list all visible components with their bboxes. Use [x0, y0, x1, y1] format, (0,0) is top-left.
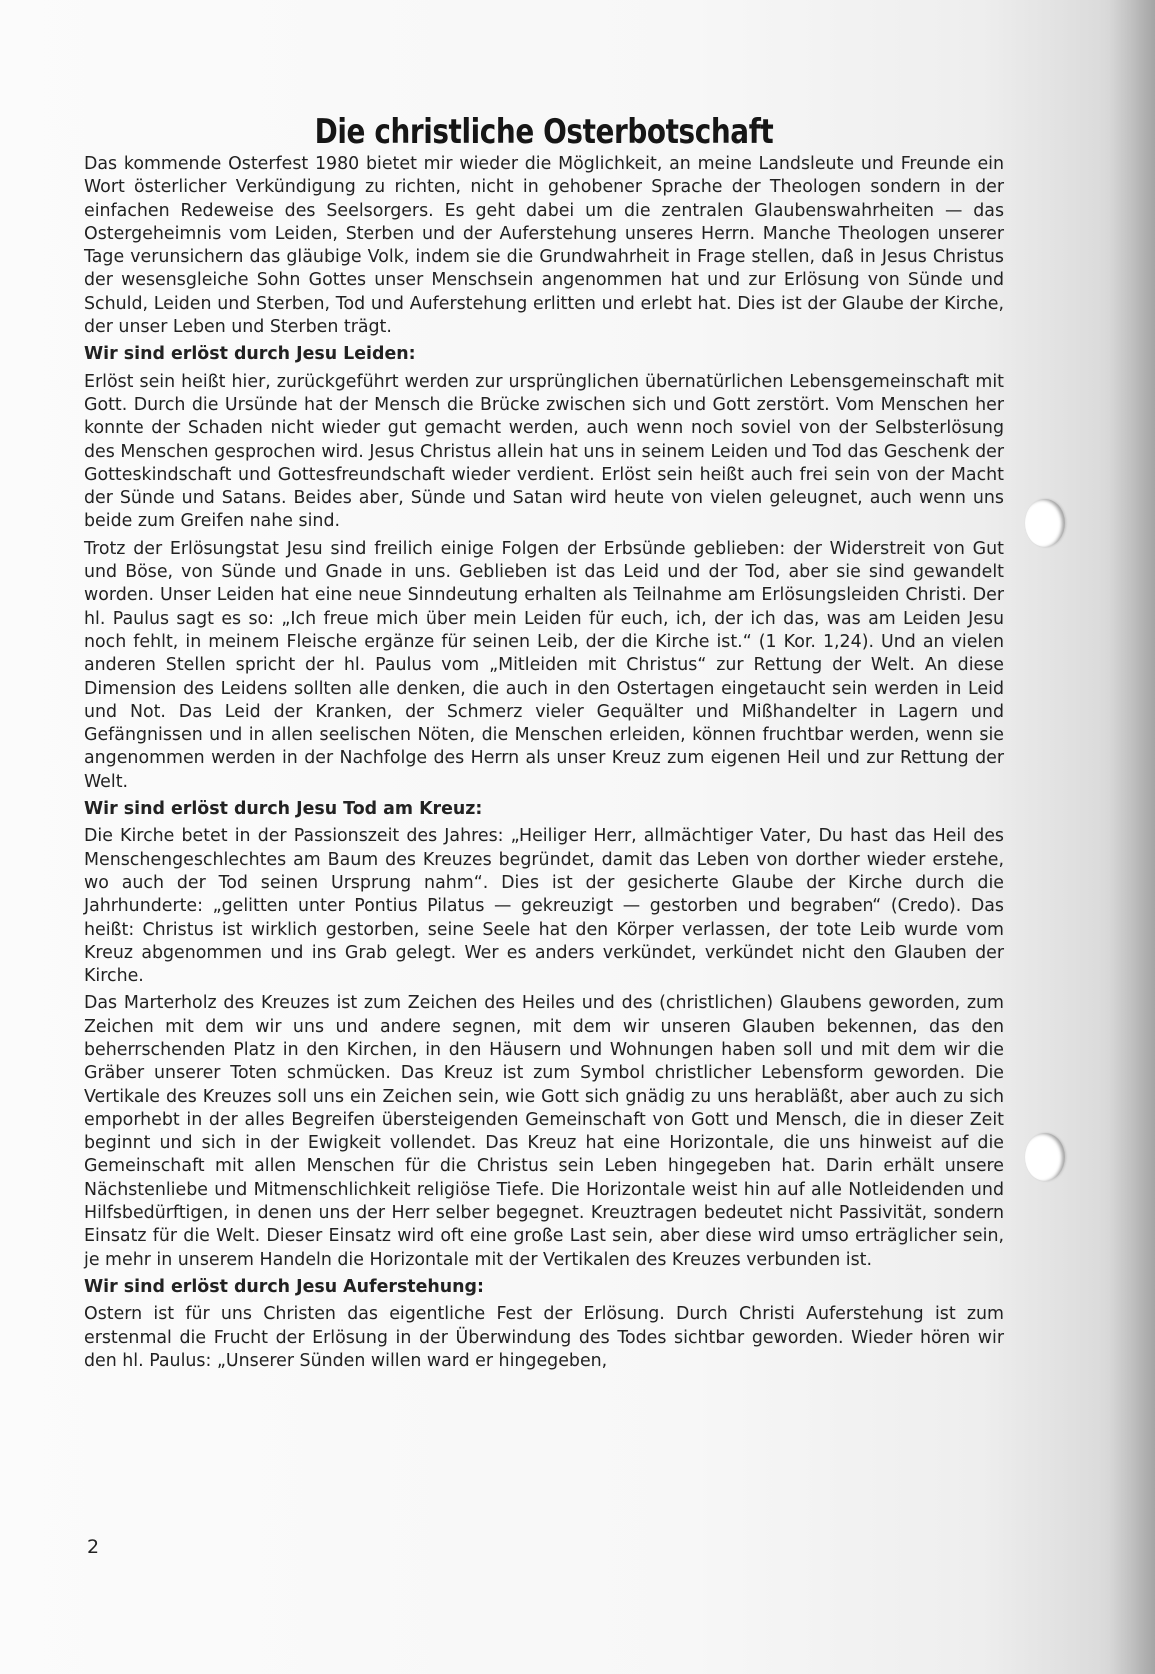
punch-hole-top — [1025, 499, 1065, 547]
intro-paragraph: Das kommende Osterfest 1980 bietet mir wieder die Möglichkeit, an meine Landsleute und Freunde ein Wort österlicher Verkündigung zu richten, nicht in gehobener Sprache der Theologen sondern in der einfachen Redeweise des Seelsorgers. Es geht dabei um die zentralen Glaubenswahrheiten — das Ostergeheimnis vom Leiden, Sterben und der Auferstehung unseres Herrn. Manche Theologen unserer Tage verunsichern das gläubige Volk, indem sie die Grundwahrheit in Frage stellen, daß in Jesus Christus der wesensgleiche Sohn Gottes unser Menschsein angenommen hat und zur Erlösung von Sünde und Schuld, Leiden und Sterben, Tod und Auferstehung erlitten und erlebt hat. Dies ist der Glaube der Kirche, der unser Leben und Sterben trägt. — [84, 154, 1004, 338]
page-number: 2 — [87, 1536, 100, 1558]
paragraph-leiden-2: Trotz der Erlösungstat Jesu sind freilich einige Folgen der Erbsünde geblieben: der Widerstreit von Gut und Böse, von Sünde und Gnade in uns. Geblieben ist das Leid und der Tod, aber sie sind gewandelt worden. Unser Leiden hat eine neue Sinndeutung erhalten als Teilnahme am Erlösungsleiden Christi. Der hl. Paulus sagt es so: „Ich freue mich über mein Leiden für euch, ich, der ich das, was am Leiden Jesu noch fehlt, in meinem Fleische ergänze für seinen Leib, der die Kirche ist.“ (1 Kor. 1,24). Und an vielen anderen Stellen spricht der hl. Paulus vom „Mitleiden mit Christus“ zur Rettung der Welt. An diese Dimension des Leidens sollten alle denken, die auch in den Ostertagen eingetaucht sein werden in Leid und Not. Das Leid der Kranken, der Schmerz vieler Gequälter und Mißhandelter in Lagern und Gefängnissen und in allen seelischen Nöten, die Menschen erleiden, können fruchtbar werden, wenn sie angenommen werden in der Nachfolge des Herrn als unser Kreuz zum eigenen Heil und zur Rettung der Welt. — [84, 538, 1004, 792]
page-title: Die christliche Osterbotschaft — [314, 112, 774, 152]
section-heading-leiden: Wir sind erlöst durch Jesu Leiden: — [84, 344, 416, 365]
paragraph-kreuz-1: Die Kirche betet in der Passionszeit des Jahres: „Heiliger Herr, allmächtiger Vater, Du hast das Heil des Menschengeschlechtes am Baum des Kreuzes begründet, damit das Leben von dorther wieder erstehe, wo auch der Tod seinen Ursprung nahm“. Dies ist der gesicherte Glaube der Kirche durch die Jahrhunderte: „gelitten unter Pontius Pilatus — gekreuzigt — gestorben und begraben“ (Credo). Das heißt: Christus ist wirklich gestorben, seine Seele hat den Körper verlassen, der tote Leib wurde vom Kreuz abgenommen und ins Grab gelegt. Wer es anders verkündet, verkündet nicht den Glauben der Kirche. — [84, 826, 1004, 987]
page-edge-shadow — [1109, 0, 1155, 1674]
paragraph-auferstehung-1: Ostern ist für uns Christen das eigentliche Fest der Erlösung. Durch Christi Auferstehung ist zum erstenmal die Frucht der Erlösung in der Überwindung des Todes sichtbar geworden. Wieder hören wir den hl. Paulus: „Unserer Sünden willen ward er hingegeben, — [84, 1304, 1004, 1371]
article-body — [84, 110, 1004, 1377]
paragraph-leiden-1: Erlöst sein heißt hier, zurückgeführt werden zur ursprünglichen übernatürlichen Lebensgemeinschaft mit Gott. Durch die Ursünde hat der Mensch die Brücke zwischen sich und Gott zerstört. Vom Menschen her konnte der Schaden nicht wieder gut gemacht werden, auch wenn noch soviel von der Selbsterlösung des Menschen gesprochen wird. Jesus Christus allein hat uns in seinem Leiden und Tod das Geschenk der Gotteskindschaft und Gottesfreundschaft wieder verdient. Erlöst sein heißt auch frei sein von der Macht der Sünde und Satans. Beides aber, Sünde und Satan wird heute von vielen geleugnet, auch wenn uns beide zum Greifen nahe sind. — [84, 371, 1004, 532]
paragraph-kreuz-2: Das Marterholz des Kreuzes ist zum Zeichen des Heiles und des (christlichen) Glaubens geworden, zum Zeichen mit dem wir uns und andere segnen, mit dem wir unseren Glauben bekennen, das den beherrschenden Platz in den Kirchen, in den Häusern und Wohnungen haben soll und mit dem wir die Gräber unserer Toten schmücken. Das Kreuz ist zum Symbol christlicher Lebensform geworden. Die Vertikale des Kreuzes soll uns ein Zeichen sein, wie Gott sich gnädig zu uns herabläßt, aber auch zu sich emporhebt in der alles Begreifen übersteigenden Gemeinschaft von Gott und Mensch, die in dieser Zeit beginnt und sich in der Ewigkeit vollendet. Das Kreuz hat eine Horizontale, die uns hinweist auf die Gemeinschaft mit allen Menschen für die Christus sein Leben hingegeben hat. Darin erhält unsere Nächstenliebe und Mitmenschlichkeit religiöse Tiefe. Die Horizontale weist hin auf alle Notleidenden und Hilfsbedürftigen, in denen uns der Herr selber begegnet. Kreuztragen bedeutet nicht Passivität, sondern Einsatz für die Welt. Dieser Einsatz wird oft eine große Last sein, aber diese wird umso erträglicher sein, je mehr in unserem Handeln die Horizontale mit der Vertikalen des Kreuzes verbunden ist. — [84, 993, 1004, 1270]
punch-hole-bottom — [1025, 1133, 1065, 1181]
section-heading-auferstehung: Wir sind erlöst durch Jesu Auferstehung: — [84, 1276, 484, 1297]
section-heading-kreuz: Wir sind erlöst durch Jesu Tod am Kreuz: — [84, 799, 483, 820]
